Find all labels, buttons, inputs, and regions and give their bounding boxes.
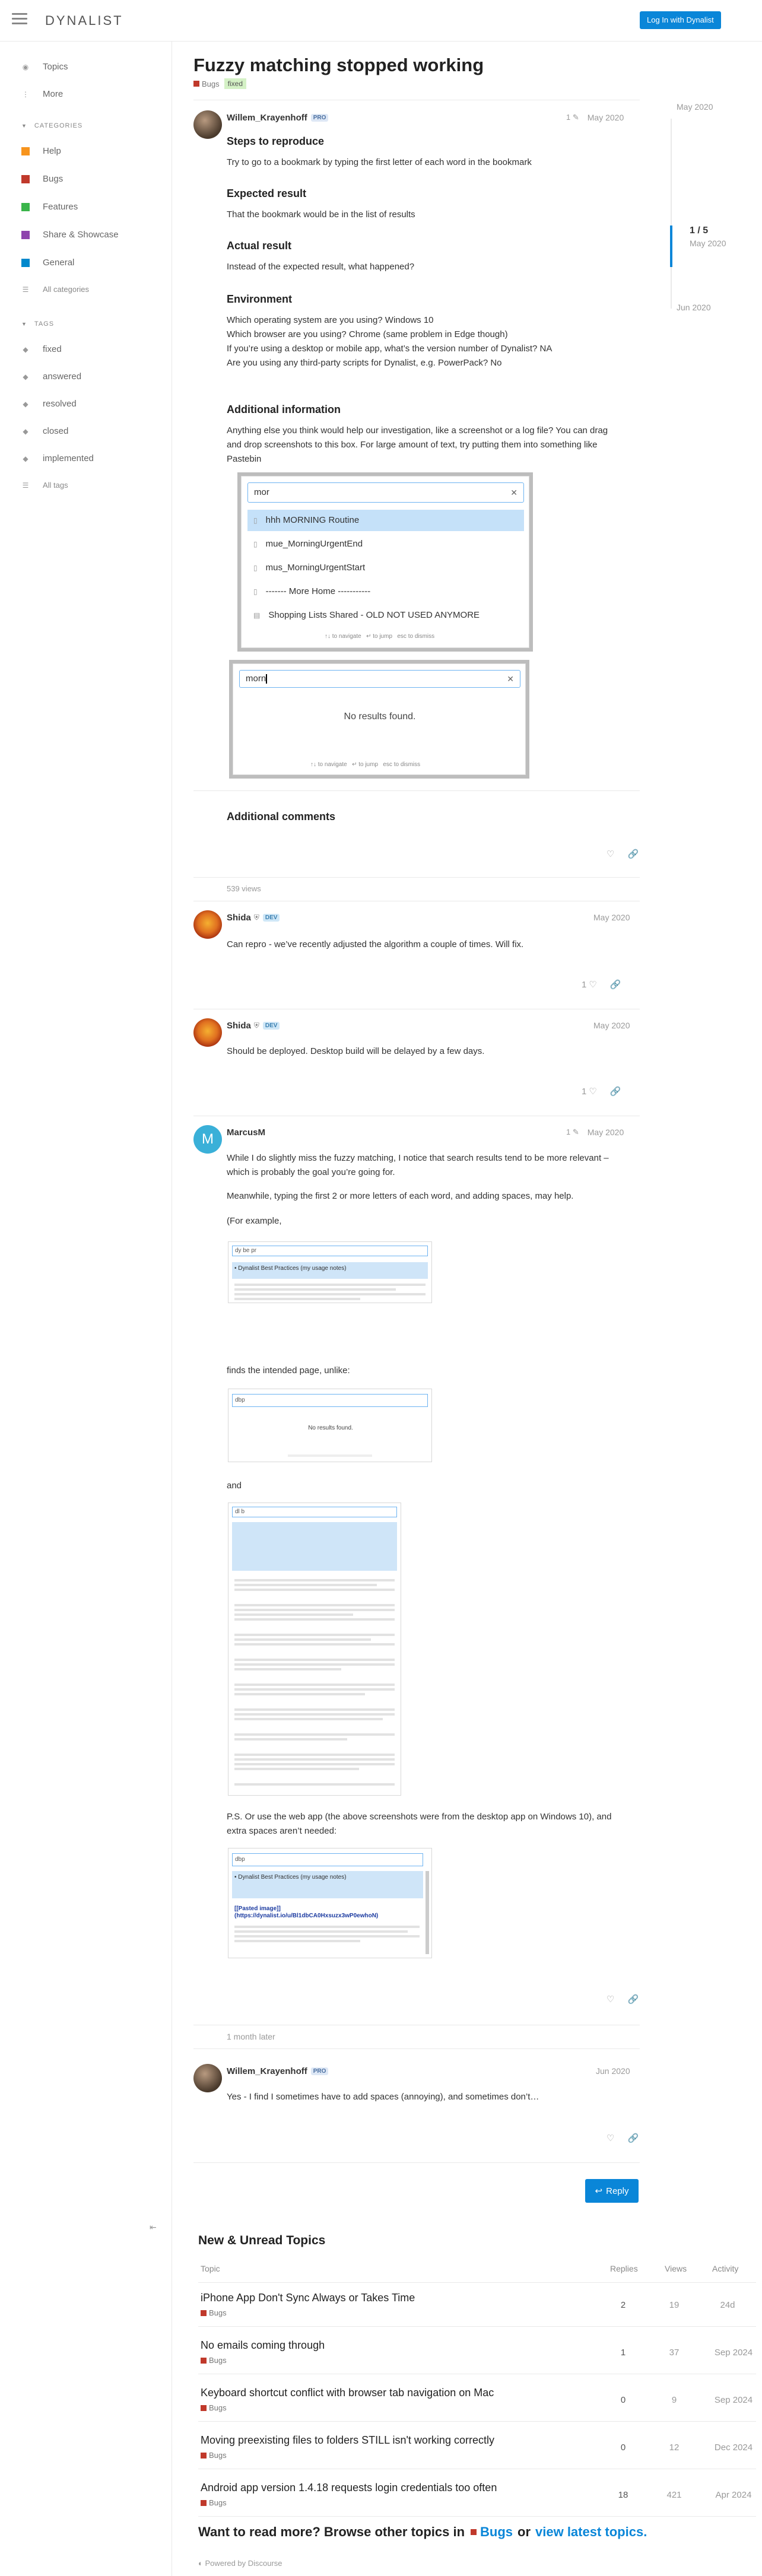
like-icon[interactable]: ♡ (607, 2133, 615, 2143)
like-icon[interactable]: ♡ (607, 1994, 615, 2005)
column-header-replies: Replies (610, 2264, 638, 2273)
sidebar-item-bugs[interactable]: Bugs (21, 174, 63, 184)
timeline-track[interactable] (671, 119, 672, 309)
share-link-icon[interactable]: 🔗 (627, 2133, 639, 2143)
text-cursor (266, 674, 267, 684)
list-item: ▯ mus_MorningUrgentStart (247, 557, 524, 579)
like-count: 1 (582, 1086, 587, 1097)
tag-icon: ◆ (23, 454, 28, 463)
scrollbar (426, 1871, 429, 1954)
browse-category-link[interactable]: Bugs (480, 2524, 513, 2539)
topic-link[interactable]: Keyboard shortcut conflict with browser tab navigation on Mac (201, 2387, 494, 2399)
sidebar-categories-header[interactable]: ▼ CATEGORIES (21, 122, 83, 129)
suggested-topics-title: New & Unread Topics (198, 2234, 326, 2247)
post-text: Are you using any third-party scripts for Dynalist, e.g. PowerPack? No (227, 358, 502, 368)
share-link-icon[interactable]: 🔗 (609, 1087, 621, 1097)
site-header (0, 0, 762, 42)
category-color-icon (201, 2310, 207, 2316)
activity-date[interactable]: Apr 2024 (715, 2490, 752, 2500)
share-link-icon[interactable]: 🔗 (627, 1994, 639, 2005)
share-link-icon[interactable]: 🔗 (627, 849, 639, 859)
post-actions (582, 1086, 621, 1097)
topics-icon: ◉ (22, 62, 29, 71)
replies-count: 18 (618, 2490, 628, 2500)
document-icon: ▯ (253, 564, 258, 572)
search-input: dbp (232, 1394, 428, 1407)
topic-category[interactable]: Bugs (201, 2308, 227, 2317)
document-icon: ▯ (253, 587, 258, 596)
edit-history-icon[interactable]: 1 ✎ (566, 1127, 579, 1136)
views-count: 421 (666, 2490, 682, 2500)
like-icon[interactable]: ♡ (589, 1087, 597, 1097)
post-date[interactable]: Jun 2020 (596, 2066, 630, 2076)
sidebar-tag-fixed[interactable]: ◆ fixed (21, 344, 62, 354)
topic-category[interactable]: Bugs (202, 79, 220, 88)
topic-link[interactable]: Android app version 1.4.18 requests login credentials too often (201, 2482, 497, 2494)
share-link-icon[interactable]: 🔗 (609, 980, 621, 990)
sidebar (0, 42, 172, 2576)
list-item (232, 1522, 397, 1571)
like-count: 1 (582, 979, 587, 990)
document-icon: ▯ (253, 540, 258, 548)
section-heading: Steps to reproduce (227, 135, 325, 147)
post-divider (193, 877, 640, 878)
views-count: 37 (669, 2348, 680, 2358)
topic-link[interactable]: No emails coming through (201, 2339, 325, 2351)
chevron-down-icon: ▼ (21, 321, 27, 327)
section-heading: Additional comments (227, 811, 336, 822)
timeline-handle[interactable] (670, 225, 672, 267)
topic-category[interactable]: Bugs (201, 2356, 227, 2365)
post-author[interactable]: MarcusM (227, 1127, 266, 1138)
category-color-icon (21, 259, 30, 267)
edit-history-icon[interactable]: 1 ✎ (566, 113, 579, 122)
topic-meta (193, 78, 246, 89)
reply-button[interactable]: ↩ Reply (585, 2179, 639, 2203)
no-results-text: No results found. (308, 1425, 353, 1431)
post-author[interactable]: Shida ⛨ DEV (227, 913, 280, 923)
screenshot-image[interactable] (229, 660, 529, 779)
topic-title[interactable]: Fuzzy matching stopped working (193, 55, 484, 75)
post-date[interactable]: 1 ✎ May 2020 (566, 113, 624, 122)
chevron-down-icon: ▼ (21, 123, 27, 129)
no-results-text: No results found. (344, 712, 416, 722)
user-badge: PRO (311, 114, 329, 122)
moderator-shield-icon: ⛨ (253, 913, 259, 922)
browse-more-line: Want to read more? Browse other topics in Bugs or view latest topics. (198, 2524, 647, 2539)
post-text: While I do slightly miss the fuzzy matching, I notice that search results tend to be more relevant – (227, 1153, 609, 1163)
list-item: ▯ mue_MorningUrgentEnd (247, 533, 524, 555)
category-color-icon (201, 2405, 207, 2411)
list-item: ▯ ------- More Home ----------- (247, 581, 524, 602)
post-text: Should be deployed. Desktop build will be delayed by a few days. (227, 1046, 485, 1056)
post-text: extra spaces aren’t needed: (227, 1826, 337, 1836)
category-color-icon (193, 81, 199, 87)
post-actions (593, 849, 639, 859)
post-text: Yes - I find I sometimes have to add spaces (annoying), and sometimes don’t… (227, 2092, 539, 2102)
category-color-icon (471, 2529, 477, 2535)
sidebar-tag-implemented[interactable]: ◆ implemented (21, 453, 94, 463)
post-divider (193, 2162, 640, 2163)
column-header-activity: Activity (712, 2264, 739, 2273)
topic-category[interactable]: Bugs (201, 2498, 227, 2507)
section-heading: Additional information (227, 404, 341, 415)
activity-date[interactable]: 24d (720, 2300, 735, 2310)
views-count: 9 (671, 2395, 677, 2405)
user-badge: DEV (263, 914, 280, 922)
avatar[interactable] (193, 910, 222, 939)
discourse-logo-icon: ◐ (198, 2559, 203, 2568)
post-actions (593, 2133, 639, 2143)
tag-icon: ◆ (23, 427, 28, 436)
sidebar-tag-closed[interactable]: ◆ closed (21, 426, 68, 436)
screenshot-image[interactable] (228, 1389, 432, 1462)
post-author[interactable]: Willem_Krayenhoff PRO (227, 113, 328, 123)
latest-topics-link[interactable]: view latest topics. (535, 2524, 647, 2539)
sidebar-item-share-showcase[interactable]: Share & Showcase (21, 230, 119, 240)
post-text: Anything else you think would help our investigation, like a screenshot or a log file? You can drag (227, 425, 608, 436)
post-text: P.S. Or use the web app (the above screenshots were from the desktop app on Windows 10), and (227, 1812, 612, 1822)
sidebar-item-general[interactable]: General (21, 258, 74, 268)
list-item: ▤ Shopping Lists Shared - OLD NOT USED ANYMORE (247, 605, 524, 626)
post-text: Which operating system are you using? Windows 10 (227, 315, 434, 325)
topic-tag[interactable]: fixed (224, 78, 246, 89)
timeline-end[interactable]: Jun 2020 (677, 303, 711, 312)
avatar[interactable] (193, 110, 222, 139)
sidebar-item-all-tags[interactable]: ☰ All tags (22, 481, 68, 490)
topic-link[interactable]: iPhone App Don't Sync Always or Takes Time (201, 2292, 415, 2304)
category-color-icon (201, 2453, 207, 2459)
post-actions (582, 979, 621, 990)
post-text: Pastebin (227, 454, 262, 464)
replies-count: 0 (620, 2442, 626, 2453)
post-date[interactable]: 1 ✎ May 2020 (566, 1127, 624, 1137)
post-actions (593, 1994, 639, 2005)
activity-date[interactable]: Dec 2024 (714, 2442, 753, 2453)
search-input: mor ✕ (247, 482, 524, 503)
sidebar-item-all-categories[interactable]: ☰ All categories (22, 285, 90, 294)
powered-by[interactable]: ◐ Powered by Discourse (198, 2559, 282, 2568)
avatar[interactable] (193, 2064, 222, 2092)
category-color-icon (201, 2358, 207, 2364)
avatar[interactable] (193, 1018, 222, 1047)
views-count: 19 (669, 2300, 680, 2310)
hamburger-menu-icon[interactable] (12, 13, 27, 25)
section-heading: Environment (227, 293, 293, 305)
sidebar-tags-header[interactable]: ▼ TAGS (21, 320, 55, 328)
list-item: ▯ hhh MORNING Routine (247, 510, 524, 531)
activity-date[interactable]: Sep 2024 (714, 2395, 753, 2405)
post-divider (193, 790, 640, 791)
category-color-icon (21, 175, 30, 183)
keyboard-hints: ↑↓ to navigate ↵ to jump esc to dismiss (325, 633, 435, 640)
post-date[interactable]: May 2020 (593, 913, 630, 922)
search-input: dy be pr (232, 1246, 428, 1256)
screenshot-image[interactable] (228, 1848, 432, 1958)
close-icon: ✕ (510, 488, 517, 497)
sidebar-tag-resolved[interactable]: ◆ resolved (21, 399, 77, 409)
screenshot-image[interactable] (228, 1241, 432, 1303)
post-text: and drop screenshots to this box. For large amount of text, try putting them into something like (227, 440, 598, 450)
post-divider (193, 2048, 640, 2049)
post-text: Can repro - we’ve recently adjusted the algorithm a couple of times. Will fix. (227, 939, 524, 949)
replies-count: 2 (620, 2300, 626, 2310)
login-button[interactable]: Log In with Dynalist (640, 11, 721, 29)
tag-icon: ◆ (23, 372, 28, 381)
user-badge: DEV (263, 1022, 280, 1030)
section-heading: Actual result (227, 240, 292, 252)
list-icon: ☰ (22, 285, 29, 294)
list-item: • Dynalist Best Practices (my usage notes) (232, 1262, 428, 1279)
topic-link[interactable]: Moving preexisting files to folders STILL isn't working correctly (201, 2434, 494, 2446)
activity-date[interactable]: Sep 2024 (714, 2348, 753, 2358)
post-text: Try to go to a bookmark by typing the first letter of each word in the bookmark (227, 157, 532, 167)
post-date[interactable]: May 2020 (593, 1021, 630, 1030)
search-input: morn ✕ (239, 670, 520, 688)
like-icon[interactable]: ♡ (607, 849, 615, 859)
search-input: dl b (232, 1507, 397, 1517)
collapse-sidebar-icon[interactable]: ⇤ (150, 2222, 157, 2232)
topic-category[interactable]: Bugs (201, 2403, 227, 2412)
keyboard-hints: ↑↓ to navigate ↵ to jump esc to dismiss (310, 761, 421, 768)
sidebar-item-more[interactable]: ⋮ More (22, 89, 64, 99)
tag-icon: ◆ (23, 345, 28, 354)
category-color-icon (201, 2500, 207, 2506)
post-text: If you’re using a desktop or mobile app, what’s the version number of Dynalist? NA (227, 344, 553, 354)
timeline-start[interactable]: May 2020 (677, 102, 713, 112)
views-count: 539 views (227, 884, 261, 893)
pasted-image-link: [[Pasted image]](https://dynalist.io/u/Bl1dbCA0Hxsuzx3wP0ewhoN) (234, 1905, 379, 1919)
post-text: Meanwhile, typing the first 2 or more letters of each word, and adding spaces, may help. (227, 1191, 574, 1201)
section-heading: Expected result (227, 188, 307, 199)
list-item: • Dynalist Best Practices (my usage notes) (232, 1871, 423, 1898)
tag-icon: ◆ (23, 399, 28, 408)
avatar[interactable]: M (193, 1125, 222, 1154)
category-color-icon (21, 231, 30, 239)
reply-icon: ↩ (595, 2186, 603, 2196)
close-icon: ✕ (507, 674, 514, 684)
category-color-icon (21, 147, 30, 155)
document-icon: ▤ (253, 611, 261, 620)
post-text: That the bookmark would be in the list of results (227, 209, 415, 220)
column-header-views: Views (665, 2264, 687, 2273)
post-text: which is probably the goal you’re going for. (227, 1167, 395, 1177)
sidebar-tag-answered[interactable]: ◆ answered (21, 371, 81, 382)
category-color-icon (21, 203, 30, 211)
post-text: Which browser are you using? Chrome (same problem in Edge though) (227, 329, 508, 339)
timeline-current-date: May 2020 (690, 239, 726, 248)
post-text: finds the intended page, unlike: (227, 1365, 350, 1376)
post-author[interactable]: Willem_Krayenhoff PRO (227, 2066, 328, 2076)
sidebar-item-features[interactable]: Features (21, 202, 78, 212)
search-input: dbp (232, 1853, 423, 1866)
screenshot-image[interactable] (228, 1503, 401, 1796)
list-icon: ☰ (22, 481, 29, 490)
post-text: (For example, (227, 1216, 282, 1226)
more-icon: ⋮ (22, 90, 29, 99)
replies-count: 0 (620, 2395, 626, 2405)
sidebar-item-topics[interactable]: ◉ Topics (22, 62, 68, 72)
like-icon[interactable]: ♡ (589, 980, 597, 990)
post-text: and (227, 1481, 242, 1491)
topic-category[interactable]: Bugs (201, 2451, 227, 2460)
views-count: 12 (669, 2442, 680, 2453)
site-logo[interactable]: DYNALIST (45, 13, 123, 28)
document-icon: ▯ (253, 516, 258, 525)
moderator-shield-icon: ⛨ (253, 1021, 259, 1030)
post-author[interactable]: Shida ⛨ DEV (227, 1021, 280, 1031)
user-badge: PRO (311, 2067, 329, 2075)
replies-count: 1 (620, 2348, 626, 2358)
timeline-count: 1 / 5 (690, 225, 709, 236)
post-text: Instead of the expected result, what happened? (227, 262, 415, 272)
screenshot-image[interactable] (237, 472, 533, 652)
sidebar-item-help[interactable]: Help (21, 146, 61, 156)
column-header-topic: Topic (201, 2264, 220, 2273)
time-gap: 1 month later (227, 2032, 275, 2041)
